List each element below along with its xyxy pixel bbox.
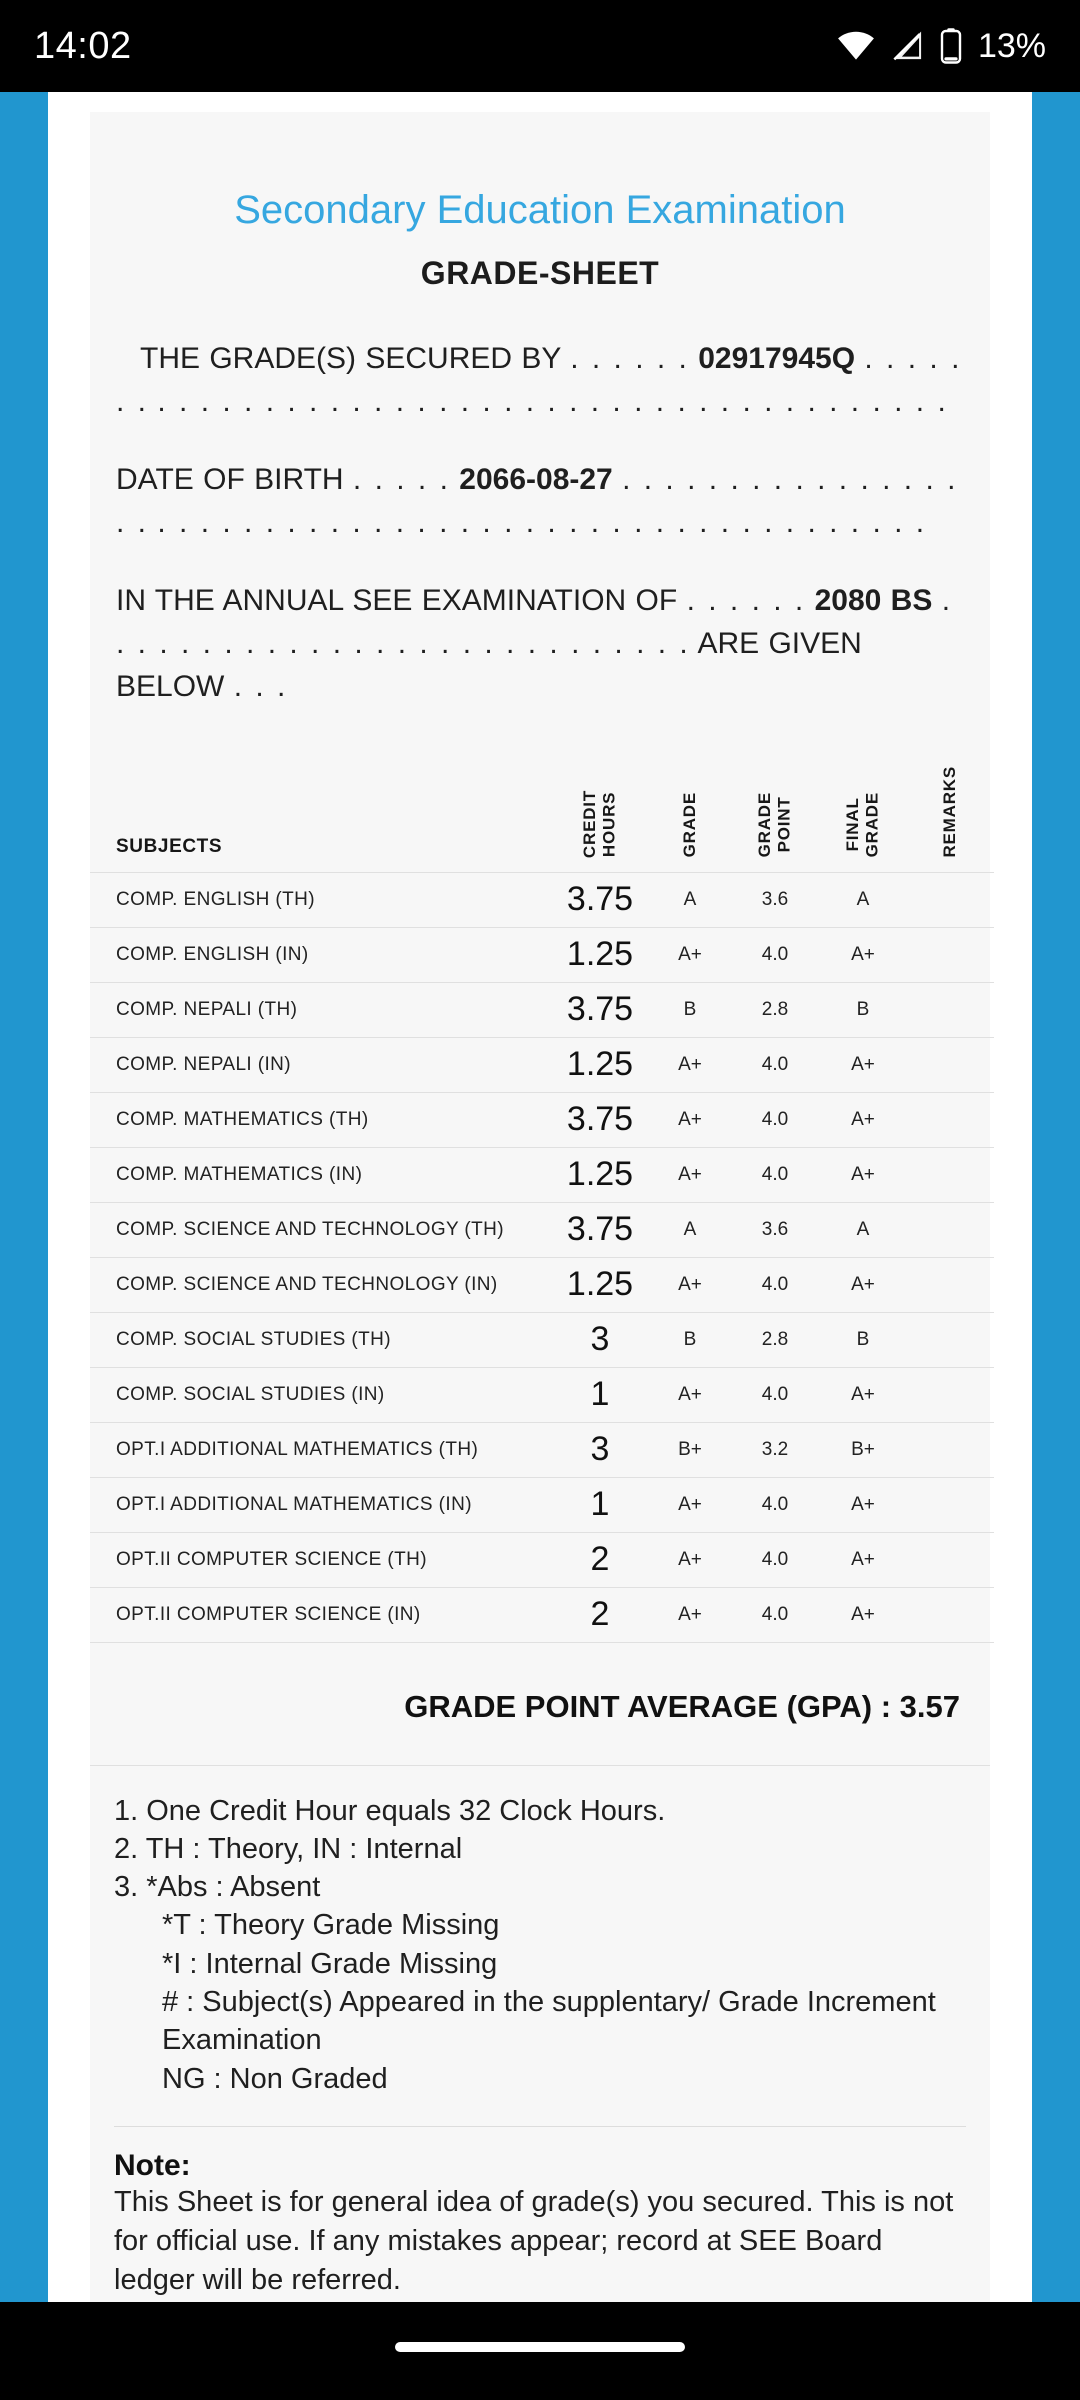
cell-final-grade: A+ [820,1477,906,1532]
exam-line-dots-c: . . . [233,669,288,703]
note-label: Note: [114,2148,191,2182]
cell-remarks [906,1532,994,1587]
cell-grade: A+ [650,1257,730,1312]
cell-grade: B+ [650,1422,730,1477]
cell-grade: A+ [650,1532,730,1587]
cell-grade: A+ [650,1092,730,1147]
cell-remarks [906,1477,994,1532]
cell-subject: COMP. ENGLISH (TH) [90,872,550,927]
cell-credit-hours: 1.25 [550,1257,650,1312]
cell-grade-point: 4.0 [730,1587,820,1642]
cell-subject: OPT.II COMPUTER SCIENCE (TH) [90,1532,550,1587]
status-bar-clock: 14:02 [34,24,132,67]
symbol-line-prefix: THE GRADE(S) SECURED BY [140,342,561,375]
cell-grade: A [650,872,730,927]
page-title: Secondary Education Examination [234,188,846,232]
cell-final-grade: B [820,1312,906,1367]
column-header-grade-point-label: GRADE POINT [755,792,794,858]
cell-grade-point: 4.0 [730,1092,820,1147]
exam-year-value: 2080 BS [814,584,933,618]
table-row [90,1587,994,1642]
home-gesture-pill[interactable] [395,2342,685,2352]
cell-remarks [906,982,994,1037]
cell-remarks [906,927,994,982]
cell-remarks [906,1312,994,1367]
cell-subject: COMP. SOCIAL STUDIES (TH) [90,1312,550,1367]
column-header-remarks-label: REMARKS [940,766,960,858]
cell-final-grade: A+ [820,1587,906,1642]
table-row [90,872,994,927]
cell-grade-point: 4.0 [730,1257,820,1312]
cell-final-grade: B [820,982,906,1037]
column-header-final-grade [820,752,906,872]
exam-line-prefix: IN THE ANNUAL SEE EXAMINATION OF [116,584,678,618]
cell-credit-hours: 2 [550,1587,650,1642]
legend-item-3a: *T : Theory Grade Missing [162,1909,500,1942]
cell-final-grade: A [820,872,906,927]
cell-grade-point: 2.8 [730,982,820,1037]
table-row [90,1367,994,1422]
cell-grade: A+ [650,927,730,982]
grades-table-body [90,872,994,1642]
cell-remarks [906,1037,994,1092]
table-header-row [90,752,994,872]
cell-subject: COMP. ENGLISH (IN) [90,927,550,982]
exam-line-suffix: ARE GIVEN BELOW [116,626,862,703]
dob-line-dots-b: . . . . . . . . . . . . . . . . . . [116,463,958,539]
legend-item-3b: *I : Internal Grade Missing [162,1947,498,1980]
symbol-line-dots-b: . . . . . . . [116,342,962,418]
cell-subject: OPT.II COMPUTER SCIENCE (IN) [90,1587,550,1642]
cell-grade: A+ [650,1147,730,1202]
table-row [90,1257,994,1312]
cell-final-grade: A [820,1202,906,1257]
cell-remarks [906,1147,994,1202]
column-header-grade-point [730,752,820,872]
table-row [90,927,994,982]
cell-remarks [906,1202,994,1257]
table-row [90,1092,994,1147]
wifi-icon [836,30,876,62]
cell-credit-hours: 1.25 [550,1037,650,1092]
status-bar [0,0,1080,92]
gpa-line: GRADE POINT AVERAGE (GPA) : 3.57 [90,1643,990,1766]
column-header-credit-hours [550,752,650,872]
cell-subject: COMP. SCIENCE AND TECHNOLOGY (IN) [90,1257,550,1312]
table-row [90,1422,994,1477]
date-of-birth-line [90,459,990,544]
cell-remarks [906,1422,994,1477]
cell-grade: A+ [650,1587,730,1642]
cell-subject: COMP. NEPALI (TH) [90,982,550,1037]
page-subtitle: GRADE-SHEET [420,255,660,291]
cell-subject: COMP. MATHEMATICS (TH) [90,1092,550,1147]
column-header-grade-label: GRADE [680,792,700,858]
cell-grade-point: 4.0 [730,1147,820,1202]
date-of-birth-value: 2066-08-27 [459,463,613,497]
cell-credit-hours: 3 [550,1422,650,1477]
cell-grade-point: 2.8 [730,1312,820,1367]
cell-grade: A [650,1202,730,1257]
symbol-line-dots-a: . . . . . . [570,342,689,375]
cell-credit-hours: 1 [550,1367,650,1422]
dob-line-dots-a: . . . . . [352,463,450,497]
cell-subject: COMP. SOCIAL STUDIES (IN) [90,1367,550,1422]
status-bar-icons [836,27,1046,66]
student-symbol-line [90,338,990,423]
cell-remarks [906,872,994,927]
column-header-subjects: SUBJECTS [90,752,550,872]
table-row [90,1037,994,1092]
cell-credit-hours: 3 [550,1312,650,1367]
system-navigation-bar [0,2302,1080,2400]
column-header-credit-hours-label: CREDIT HOURS [580,789,619,858]
cell-subject: OPT.I ADDITIONAL MATHEMATICS (IN) [90,1477,550,1532]
legend-item-3c: # : Subject(s) Appeared in the supplentary/ Grade Increment Examination [162,1985,936,2057]
column-header-remarks [906,752,994,872]
cell-grade-point: 3.6 [730,1202,820,1257]
cell-final-grade: A+ [820,1147,906,1202]
table-row [90,982,994,1037]
cell-grade: A+ [650,1037,730,1092]
cell-final-grade: A+ [820,927,906,982]
cell-remarks [906,1092,994,1147]
legend-item-3d: NG : Non Graded [162,2062,388,2095]
battery-percent-label: 13% [977,26,1046,65]
legend-item-2: 2. TH : Theory, IN : Internal [114,1832,463,1865]
cell-grade: A+ [650,1477,730,1532]
cell-grade-point: 3.6 [730,872,820,927]
exam-line-dots-b: . . . . . . . . . . . . . . . . . . . . . . . . . . . . [116,584,953,660]
cell-subject: COMP. NEPALI (IN) [90,1037,550,1092]
legend-item-1: 1. One Credit Hour equals 32 Clock Hours. [114,1794,666,1827]
cell-subject: OPT.I ADDITIONAL MATHEMATICS (TH) [90,1422,550,1477]
table-row [90,1202,994,1257]
legend-block [90,1766,990,2098]
cell-grade: B [650,1312,730,1367]
cell-final-grade: A+ [820,1367,906,1422]
exam-line-dots-a: . . . . . . [686,584,806,618]
column-header-final-grade-label: FINAL GRADE [843,792,882,858]
cell-grade: A+ [650,1367,730,1422]
cell-final-grade: A+ [820,1532,906,1587]
cell-credit-hours: 3.75 [550,1092,650,1147]
cell-grade-point: 3.2 [730,1422,820,1477]
battery-icon [940,28,962,64]
table-row [90,1147,994,1202]
cell-remarks [906,1367,994,1422]
disclaimer-block [114,2126,966,2300]
cell-grade-point: 4.0 [730,1477,820,1532]
cell-credit-hours: 1 [550,1477,650,1532]
grade-sheet-card [90,112,990,2302]
table-row [90,1477,994,1532]
cell-credit-hours: 1.25 [550,1147,650,1202]
cell-remarks [906,1257,994,1312]
exam-year-line [90,580,990,708]
dob-line-prefix: DATE OF BIRTH [116,463,344,497]
cell-subject: COMP. MATHEMATICS (IN) [90,1147,550,1202]
cell-credit-hours: 3.75 [550,872,650,927]
grades-table-head [90,752,994,872]
app-viewport [0,92,1080,2302]
cell-final-grade: A+ [820,1092,906,1147]
cell-grade-point: 4.0 [730,1532,820,1587]
cell-credit-hours: 2 [550,1532,650,1587]
cell-credit-hours: 3.75 [550,1202,650,1257]
table-row [90,1312,994,1367]
cell-final-grade: A+ [820,1037,906,1092]
cell-remarks [906,1587,994,1642]
symbol-number-value: 02917945Q [698,342,856,375]
signal-icon [890,30,926,62]
legend-item-3: 3. *Abs : Absent [114,1871,321,1904]
column-header-grade [650,752,730,872]
cell-grade-point: 4.0 [730,927,820,982]
grade-sheet-page [48,92,1032,2302]
cell-grade: B [650,982,730,1037]
grades-table [90,752,994,1643]
cell-subject: COMP. SCIENCE AND TECHNOLOGY (TH) [90,1202,550,1257]
cell-final-grade: B+ [820,1422,906,1477]
dob-line-dots-c: . . . . . . . . . . . . . . . . . . . . . . . . . . . . . . . . . . . . [157,505,927,539]
symbol-line-dots-c: . . . . . . . . . . . . . . . . . . . . . . . . . . . . . . . . . . . . . [157,384,948,418]
cell-credit-hours: 1.25 [550,927,650,982]
note-text: This Sheet is for general idea of grade(s) you secured. This is not for official use. If any mistakes appear; record at SEE Board ledger will be referred. [114,2185,954,2296]
cell-final-grade: A+ [820,1257,906,1312]
cell-grade-point: 4.0 [730,1037,820,1092]
cell-grade-point: 4.0 [730,1367,820,1422]
cell-credit-hours: 3.75 [550,982,650,1037]
table-row [90,1532,994,1587]
